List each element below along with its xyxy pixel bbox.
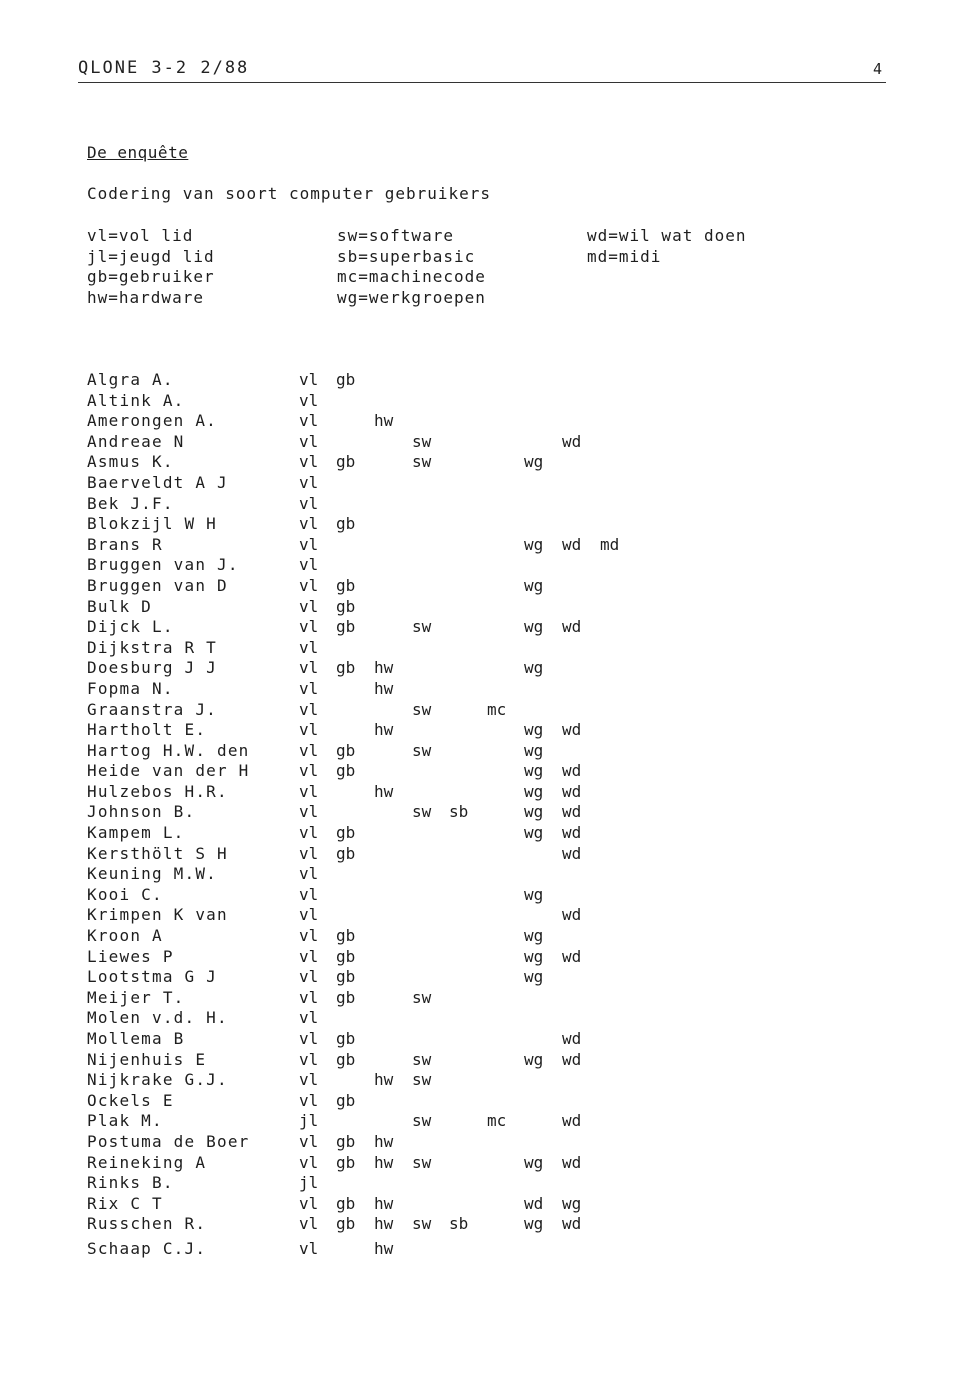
member-code: wd — [562, 720, 582, 740]
member-code: vl — [299, 864, 319, 884]
member-code: vl — [299, 946, 319, 966]
member-code: wg — [524, 823, 544, 843]
member-code: wd — [562, 761, 582, 781]
member-row — [0, 473, 970, 494]
legend-item: hw=hardware — [87, 287, 204, 307]
member-code: sw — [412, 452, 432, 472]
member-code: sw — [412, 1214, 432, 1234]
member-name: Doesburg J J — [87, 658, 217, 678]
member-code: gb — [336, 761, 356, 781]
member-code: wg — [524, 1049, 544, 1069]
member-code: vl — [299, 596, 319, 616]
section-subheading: Codering van soort computer gebruikers — [87, 184, 492, 203]
member-code: wd — [562, 1152, 582, 1172]
member-name: Meijer T. — [87, 987, 185, 1007]
member-code: mc — [487, 1111, 507, 1131]
member-code: vl — [299, 555, 319, 575]
member-row — [0, 1008, 970, 1029]
member-row — [0, 514, 970, 535]
member-code: vl — [299, 534, 319, 554]
member-code: wg — [524, 926, 544, 946]
member-code: gb — [336, 967, 356, 987]
member-code: wg — [524, 781, 544, 801]
member-code: sw — [412, 617, 432, 637]
member-code: wg — [524, 946, 544, 966]
section-heading: De enquête — [87, 143, 189, 162]
member-code: vl — [299, 1070, 319, 1090]
member-code: wg — [524, 534, 544, 554]
member-code: gb — [336, 1193, 356, 1213]
member-code: vl — [299, 1152, 319, 1172]
member-code: wg — [524, 617, 544, 637]
member-code: wg — [524, 967, 544, 987]
member-code: sw — [412, 987, 432, 1007]
member-code: hw — [374, 1152, 394, 1172]
member-code: vl — [299, 452, 319, 472]
legend-item: wg=werkgroepen — [337, 287, 486, 307]
member-code: gb — [336, 946, 356, 966]
member-code: vl — [299, 720, 319, 740]
member-row — [0, 885, 970, 906]
member-code: vl — [299, 926, 319, 946]
member-row — [0, 638, 970, 659]
member-code: wd — [562, 1049, 582, 1069]
member-name: Bulk D — [87, 596, 152, 616]
member-row — [0, 1214, 970, 1235]
member-code: gb — [336, 514, 356, 534]
member-code: gb — [336, 1131, 356, 1151]
member-row — [0, 452, 970, 473]
member-list — [0, 370, 970, 1260]
member-code: wd — [562, 823, 582, 843]
member-code: vl — [299, 987, 319, 1007]
member-code: gb — [336, 1152, 356, 1172]
member-code: gb — [336, 823, 356, 843]
member-name: Hulzebos H.R. — [87, 781, 228, 801]
magazine-title: QLONE 3-2 2/88 — [78, 58, 250, 78]
member-code: hw — [374, 781, 394, 801]
member-name: Keuning M.W. — [87, 864, 217, 884]
member-code: vl — [299, 617, 319, 637]
member-row — [0, 1050, 970, 1071]
member-row — [0, 864, 970, 885]
member-code: wg — [524, 658, 544, 678]
member-name: Blokzijl W H — [87, 514, 217, 534]
member-code: vl — [299, 967, 319, 987]
member-code: hw — [374, 1238, 394, 1258]
legend-column-1 — [87, 226, 215, 308]
member-code: wd — [562, 617, 582, 637]
member-name: Bruggen van D — [87, 575, 228, 595]
member-code: sw — [412, 699, 432, 719]
member-row — [0, 432, 970, 453]
member-name: Heide van der H — [87, 761, 250, 781]
member-name: Bek J.F. — [87, 493, 174, 513]
member-code: sw — [412, 1152, 432, 1172]
member-row — [0, 802, 970, 823]
member-row — [0, 823, 970, 844]
member-code: vl — [299, 1193, 319, 1213]
legend-item: sb=superbasic — [337, 246, 476, 266]
member-code: wd — [562, 905, 582, 925]
member-code: wd — [562, 843, 582, 863]
member-code: vl — [299, 1090, 319, 1110]
member-row — [0, 1239, 970, 1260]
member-code: vl — [299, 1008, 319, 1028]
member-name: Lootstma G J — [87, 967, 217, 987]
member-row — [0, 494, 970, 515]
member-row — [0, 988, 970, 1009]
member-name: Amerongen A. — [87, 411, 217, 431]
member-code: gb — [336, 987, 356, 1007]
legend-item: sw=software — [337, 226, 454, 245]
member-code: vl — [299, 390, 319, 410]
member-code: sw — [412, 740, 432, 760]
legend-item: jl=jeugd lid — [87, 246, 215, 266]
member-name: Brans R — [87, 534, 163, 554]
member-name: Molen v.d. H. — [87, 1008, 228, 1028]
member-row — [0, 905, 970, 926]
member-name: Graanstra J. — [87, 699, 217, 719]
member-row — [0, 1132, 970, 1153]
member-code: wg — [524, 884, 544, 904]
member-name: Algra A. — [87, 370, 174, 389]
member-row — [0, 1194, 970, 1215]
member-code: vl — [299, 472, 319, 492]
member-row — [0, 679, 970, 700]
member-code: hw — [374, 658, 394, 678]
member-code: wg — [524, 740, 544, 760]
member-code: hw — [374, 1070, 394, 1090]
member-row — [0, 947, 970, 968]
member-code: sw — [412, 1070, 432, 1090]
member-name: Nijenhuis E — [87, 1049, 207, 1069]
member-code: gb — [336, 843, 356, 863]
member-code: wd — [524, 1193, 544, 1213]
member-code: vl — [299, 1049, 319, 1069]
member-code: gb — [336, 1049, 356, 1069]
member-code: vl — [299, 637, 319, 657]
member-code: vl — [299, 843, 319, 863]
member-name: Nijkrake G.J. — [87, 1070, 228, 1090]
member-code: vl — [299, 884, 319, 904]
member-row — [0, 1029, 970, 1050]
member-code: vl — [299, 658, 319, 678]
member-code: sb — [449, 802, 469, 822]
member-name: Altink A. — [87, 390, 185, 410]
member-name: Liewes P — [87, 946, 174, 966]
member-code: vl — [299, 411, 319, 431]
member-row — [0, 967, 970, 988]
member-row — [0, 844, 970, 865]
member-code: wd — [562, 1029, 582, 1048]
member-code: vl — [299, 802, 319, 822]
legend-item: vl=vol lid — [87, 226, 194, 245]
legend-item: mc=machinecode — [337, 267, 486, 287]
member-code: vl — [299, 1131, 319, 1151]
member-code: wd — [562, 431, 582, 451]
member-code: vl — [299, 370, 319, 389]
member-row — [0, 658, 970, 679]
member-code: wg — [524, 802, 544, 822]
member-row — [0, 1091, 970, 1112]
member-code: vl — [299, 761, 319, 781]
member-code: gb — [336, 926, 356, 946]
member-code: hw — [374, 1193, 394, 1213]
member-row — [0, 555, 970, 576]
member-code: gb — [336, 658, 356, 678]
member-name: Mollema B — [87, 1029, 185, 1048]
legend-item: md=midi — [587, 246, 662, 266]
member-code: sw — [412, 431, 432, 451]
member-name: Postuma de Boer — [87, 1131, 250, 1151]
member-code: wg — [524, 452, 544, 472]
member-row — [0, 782, 970, 803]
member-row — [0, 411, 970, 432]
page-header — [78, 58, 886, 83]
member-code: wg — [524, 1152, 544, 1172]
member-name: Hartholt E. — [87, 720, 207, 740]
member-row — [0, 576, 970, 597]
member-name: Ockels E — [87, 1090, 174, 1110]
member-name: Bruggen van J. — [87, 555, 239, 575]
member-row — [0, 700, 970, 721]
member-code: vl — [299, 699, 319, 719]
member-row — [0, 1153, 970, 1174]
member-code: wd — [562, 1111, 582, 1131]
member-code: gb — [336, 1090, 356, 1110]
member-name: Kampem L. — [87, 823, 185, 843]
member-name: Baerveldt A J — [87, 472, 228, 492]
member-name: Russchen R. — [87, 1214, 207, 1234]
member-code: wg — [562, 1193, 582, 1213]
legend-item: gb=gebruiker — [87, 267, 215, 287]
member-name: Dijck L. — [87, 617, 174, 637]
member-code: vl — [299, 905, 319, 925]
member-code: wd — [562, 946, 582, 966]
member-name: Kooi C. — [87, 884, 163, 904]
member-name: Schaap C.J. — [87, 1238, 207, 1258]
member-code: jl — [299, 1173, 319, 1193]
member-code: md — [600, 534, 620, 554]
member-code: vl — [299, 781, 319, 801]
member-code: wg — [524, 575, 544, 595]
member-row — [0, 617, 970, 638]
member-code: jl — [299, 1111, 319, 1131]
member-code: gb — [336, 452, 356, 472]
member-code: wd — [562, 534, 582, 554]
member-code: wg — [524, 1214, 544, 1234]
member-row — [0, 391, 970, 412]
member-code: wd — [562, 802, 582, 822]
member-code: wg — [524, 761, 544, 781]
member-code: vl — [299, 740, 319, 760]
member-code: vl — [299, 823, 319, 843]
member-name: Andreae N — [87, 431, 185, 451]
member-row — [0, 720, 970, 741]
member-code: wg — [524, 720, 544, 740]
member-code: hw — [374, 411, 394, 431]
member-code: vl — [299, 493, 319, 513]
member-code: vl — [299, 1214, 319, 1234]
member-code: hw — [374, 1214, 394, 1234]
member-code: wd — [562, 1214, 582, 1234]
member-name: Dijkstra R T — [87, 637, 217, 657]
member-row — [0, 1111, 970, 1132]
member-row — [0, 1173, 970, 1194]
member-name: Fopma N. — [87, 678, 174, 698]
member-name: Reineking A — [87, 1152, 207, 1172]
member-code: sw — [412, 802, 432, 822]
member-code: vl — [299, 575, 319, 595]
member-name: Kroon A — [87, 926, 163, 946]
member-code: sw — [412, 1111, 432, 1131]
member-code: vl — [299, 1029, 319, 1048]
member-row — [0, 597, 970, 618]
member-code: gb — [336, 596, 356, 616]
member-code: gb — [336, 575, 356, 595]
member-code: hw — [374, 720, 394, 740]
legend-column-2 — [337, 226, 486, 308]
member-name: Rinks B. — [87, 1173, 174, 1193]
member-row — [0, 370, 970, 391]
member-name: Plak M. — [87, 1111, 163, 1131]
member-code: gb — [336, 740, 356, 760]
member-code: vl — [299, 678, 319, 698]
member-code: hw — [374, 678, 394, 698]
member-name: Krimpen K van — [87, 905, 228, 925]
member-code: gb — [336, 1029, 356, 1048]
member-row — [0, 761, 970, 782]
member-name: Johnson B. — [87, 802, 196, 822]
member-code: hw — [374, 1131, 394, 1151]
member-code: sb — [449, 1214, 469, 1234]
legend-column-3 — [587, 226, 747, 267]
member-code: wd — [562, 781, 582, 801]
member-name: Kersthölt S H — [87, 843, 228, 863]
member-row — [0, 535, 970, 556]
member-row — [0, 741, 970, 762]
member-name: Asmus K. — [87, 452, 174, 472]
member-code: gb — [336, 1214, 356, 1234]
member-code: vl — [299, 1238, 319, 1258]
member-name: Hartog H.W. den — [87, 740, 250, 760]
member-code: vl — [299, 514, 319, 534]
member-code: gb — [336, 370, 356, 389]
member-code: gb — [336, 617, 356, 637]
member-code: sw — [412, 1049, 432, 1069]
member-row — [0, 926, 970, 947]
page-number: 4 — [872, 60, 882, 78]
member-name: Rix C T — [87, 1193, 163, 1213]
member-row — [0, 1070, 970, 1091]
member-code: vl — [299, 431, 319, 451]
member-code: mc — [487, 699, 507, 719]
legend-item: wd=wil wat doen — [587, 226, 747, 245]
